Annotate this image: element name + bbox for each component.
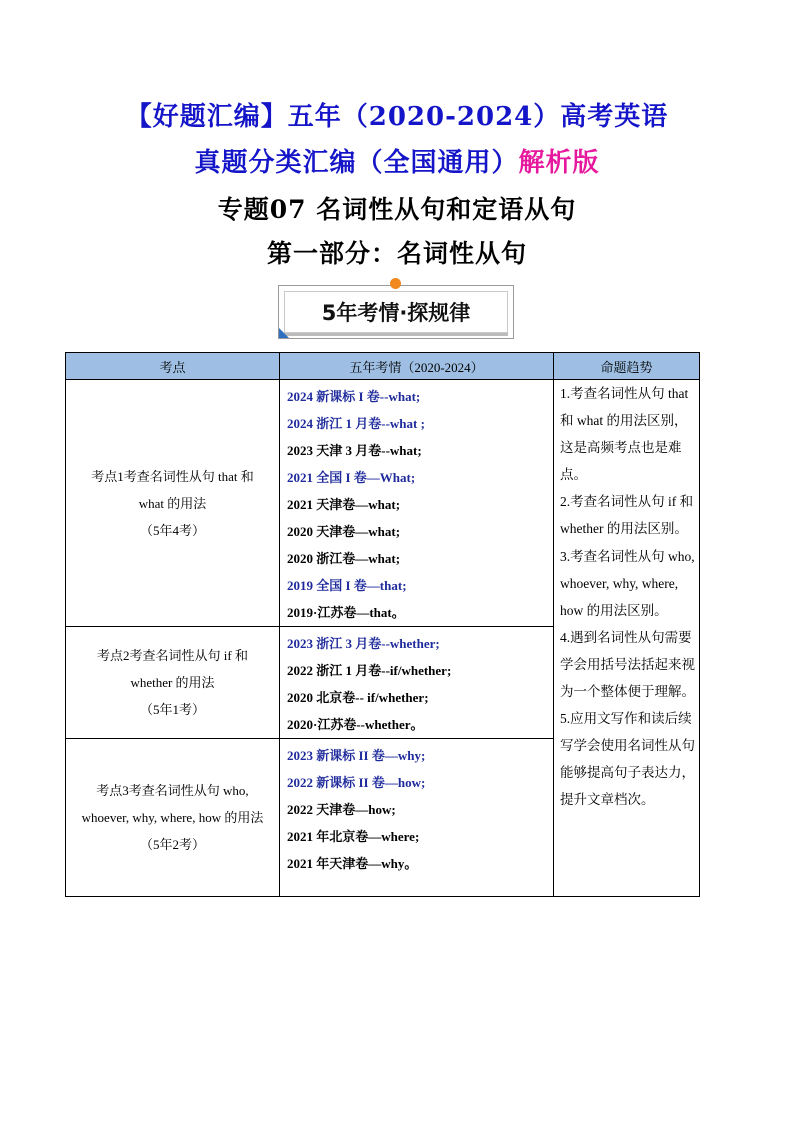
doc-subtitle-part: 第一部分：名词性从句	[266, 239, 527, 268]
exam-item: 2020 浙江卷—what;	[287, 551, 401, 566]
exam-item: 2021 年天津卷—why。	[287, 856, 418, 871]
exam-analysis-table	[65, 352, 700, 897]
exam-item: 2023 浙江 3 月卷--whether;	[287, 636, 440, 651]
topic-line: what 的用法	[138, 495, 207, 511]
topic-line: （5年1考）	[139, 702, 205, 717]
trend-point: 1.考查名词性从句 that 和 what 的用法区别，这是高频考点也是难点。	[560, 386, 689, 483]
doc-title-line2-prefix: 真题分类汇编（全国通用）	[194, 148, 519, 178]
banner-label: 5年考情·探规律	[284, 291, 508, 333]
trend-point: 2.考查名词性从句 if 和 whether 的用法区别。	[560, 494, 694, 537]
exam-item: 2024 新课标 I 卷--what;	[287, 389, 421, 404]
exam-item: 2020 北京卷-- if/whether;	[287, 690, 429, 705]
topic-cell	[66, 380, 280, 627]
topic-cell	[66, 739, 280, 897]
topic-line: 考点3考查名词性从句 who,	[96, 783, 249, 798]
doc-title-line2-suffix: 解析版	[518, 148, 600, 178]
exam-item: 2022 新课标 II 卷—how;	[287, 775, 426, 790]
banner-corner-decoration	[279, 328, 289, 338]
topic-line: whether 的用法	[130, 675, 215, 690]
table-header-trend: 命题趋势	[554, 353, 700, 380]
table-row	[66, 380, 700, 627]
topic-line: whoever, why, where, how 的用法	[81, 810, 264, 825]
banner-dot-decoration	[390, 278, 401, 289]
topic-line: （5年4考）	[139, 522, 205, 538]
doc-title-line2	[0, 142, 794, 179]
exam-item: 2023 天津 3 月卷--what;	[287, 443, 422, 458]
exam-item: 2019·江苏卷—that。	[287, 605, 405, 620]
topic-line: 考点2考查名词性从句 if 和	[97, 648, 248, 663]
exam-item: 2024 浙江 1 月卷--what ;	[287, 416, 425, 431]
trend-cell	[554, 380, 700, 897]
trend-point: 4.遇到名词性从句需要学会用括号法括起来视为一个整体便于理解。	[560, 629, 695, 700]
trend-point: 5.应用文写作和读后续写学会使用名词性从句能够提高句子表达力，提升文章档次。	[560, 711, 695, 808]
exam-item: 2022 天津卷—how;	[287, 802, 396, 817]
exam-list-cell	[280, 739, 554, 897]
topic-line: （5年2考）	[139, 837, 205, 852]
exam-item: 2022 浙江 1 月卷--if/whether;	[287, 663, 452, 678]
trend-point: 3.考查名词性从句 who, whoever, why, where, how 的用法区别。	[560, 548, 695, 618]
topic-cell	[66, 627, 280, 739]
exam-item: 2021 全国 I 卷—What;	[287, 470, 416, 485]
topic-line: 考点1考查名词性从句 that 和	[91, 468, 254, 484]
exam-item: 2021 天津卷—what;	[287, 497, 401, 512]
exam-item: 2021 年北京卷—where;	[287, 829, 420, 844]
exam-list-cell	[280, 380, 554, 627]
banner-frame	[278, 285, 514, 339]
table-header-years: 五年考情（2020-2024）	[280, 353, 554, 380]
exam-item: 2023 新课标 II 卷—why;	[287, 748, 426, 763]
doc-title-line1: 【好题汇编】五年（2020-2024）高考英语	[125, 102, 669, 132]
exam-list-cell	[280, 627, 554, 739]
table-header-topic: 考点	[66, 353, 280, 380]
table-header-row	[66, 353, 700, 380]
exam-item: 2019 全国 I 卷—that;	[287, 578, 407, 593]
section-banner	[278, 283, 516, 341]
exam-item: 2020·江苏卷--whether。	[287, 717, 424, 732]
exam-item: 2020 天津卷—what;	[287, 524, 401, 539]
doc-subtitle-topic: 专题07 名词性从句和定语从句	[217, 195, 577, 224]
